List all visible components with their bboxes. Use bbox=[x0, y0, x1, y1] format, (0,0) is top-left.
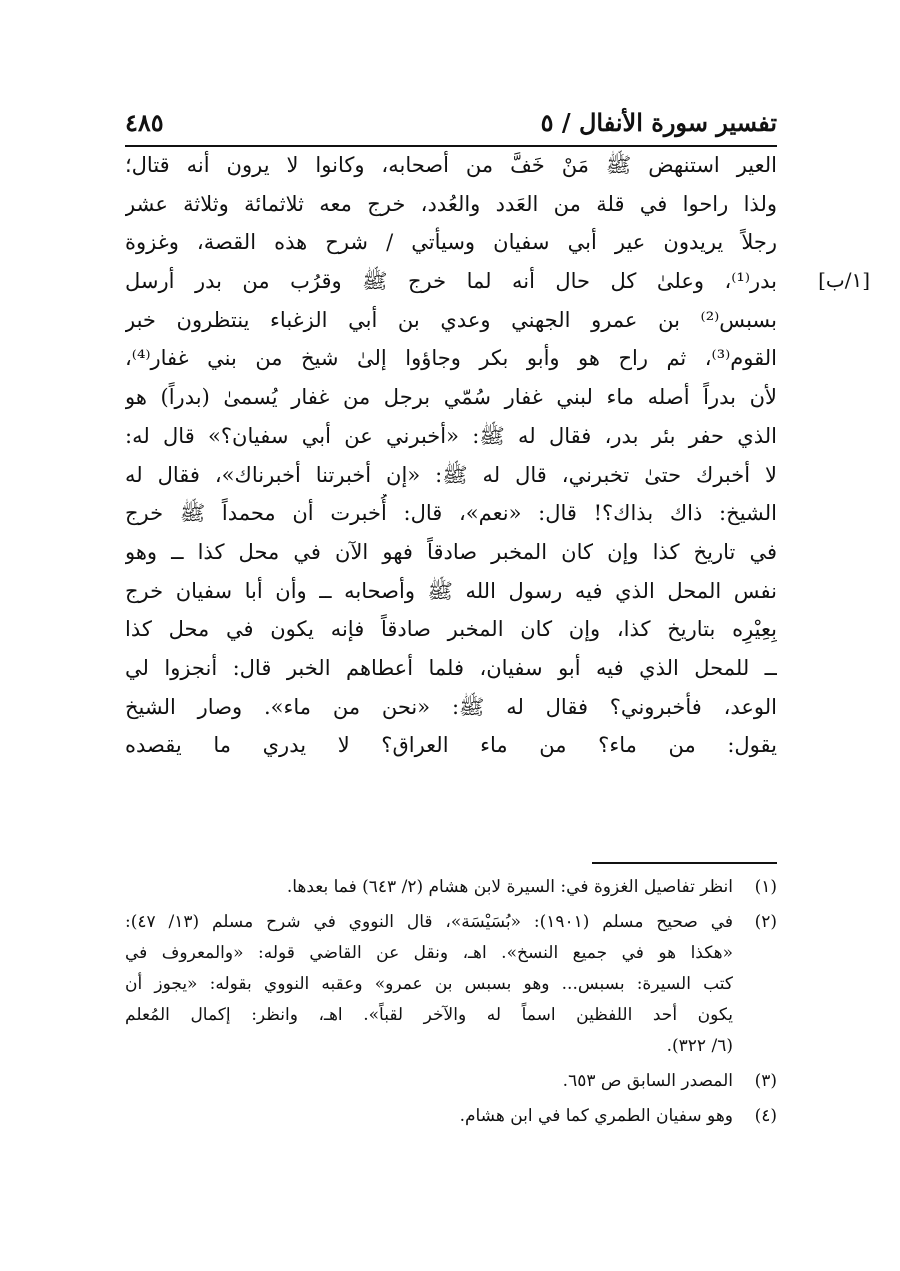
footnote bbox=[125, 907, 777, 1062]
text-line: ــ للمحل الذي فيه أبو سفيان، فلما أعطاهم الخبر قال: أنجزوا لي bbox=[125, 655, 777, 680]
footnote-number: (٤) bbox=[754, 1106, 777, 1126]
footnote-rule bbox=[592, 862, 777, 864]
text-line: الذي حفر بئر بدر، فقال له ﷺ: «أخبرني عن أبي سفيان؟» قال له: bbox=[125, 423, 777, 448]
text-line: بسبس⁽²⁾ بن عمرو الجهني وعدي بن أبي الزغباء ينتظرون خبر bbox=[125, 307, 777, 332]
footnote bbox=[125, 1066, 777, 1097]
footnote-line: كتب السيرة: بسبس... وهو بسبس بن عمرو» وعقبه النووي بقوله: «يجوز أن bbox=[125, 974, 733, 994]
text-line: الشيخ: ذاك بذاك؟! قال: «نعم»، قال: أُخبرت أن محمداً ﷺ خرج bbox=[125, 501, 777, 526]
footnote-line: في صحيح مسلم (١٩٠١): «بُسَيْسَة»، قال النووي في شرح مسلم (١٣/ ٤٧): bbox=[125, 912, 733, 932]
text-line: رجلاً يريدون عير أبي سفيان وسيأتي / شرح هذه القصة، وغزوة bbox=[125, 230, 777, 255]
text-line: في تاريخ كذا وإن كان المخبر صادقاً فهو الآن في محل كذا ــ وهو bbox=[125, 539, 777, 564]
footnote-line: «هكذا هو في جميع النسخ». اهـ، ونقل عن القاضي قوله: «والمعروف في bbox=[125, 943, 733, 963]
footnote-line: انظر تفاصيل الغزوة في: السيرة لابن هشام (٢/ ٦٤٣) فما بعدها. bbox=[286, 877, 733, 897]
footnotes bbox=[125, 872, 777, 1132]
footnote-line: وهو سفيان الطمري كما في ابن هشام. bbox=[459, 1106, 733, 1126]
page-number: ٤٨٥ bbox=[125, 108, 164, 137]
footnote-number: (٢) bbox=[754, 912, 777, 932]
footnote-line: (٦/ ٣٢٢). bbox=[666, 1036, 733, 1056]
margin-note: [١/ب] bbox=[818, 268, 870, 292]
text-line: الوعد، فأخبروني؟ فقال له ﷺ: «نحن من ماء». وصار الشيخ bbox=[125, 694, 777, 719]
text-line: نفس المحل الذي فيه رسول الله ﷺ وأصحابه ــ وأن أبا سفيان خرج bbox=[125, 578, 777, 603]
running-title: تفسير سورة الأنفال / ٥ bbox=[540, 108, 777, 137]
footnote-number: (٣) bbox=[754, 1071, 777, 1091]
footnote bbox=[125, 872, 777, 903]
footnote-line: المصدر السابق ص ٦٥٣. bbox=[562, 1071, 733, 1091]
text-line: لا أخبرك حتىٰ تخبرني، قال له ﷺ: «إن أخبرتنا أخبرناك»، فقال له bbox=[125, 462, 777, 487]
main-text bbox=[125, 146, 777, 765]
text-line: يقول: من ماء؟ من ماء العراق؟ لا يدري ما يقصده bbox=[125, 733, 777, 758]
page-header bbox=[125, 108, 777, 144]
text-line: ولذا راحوا في قلة من العَدد والعُدد، خرج معه ثلاثمائة وثلاثة عشر bbox=[125, 191, 777, 216]
text-line: بِعِيْرِه بتاريخ كذا، وإن كان المخبر صادقاً فإنه يكون في محل كذا bbox=[125, 617, 777, 642]
footnote-number: (١) bbox=[754, 877, 777, 897]
text-line: القوم⁽³⁾، ثم راح هو وأبو بكر وجاؤوا إلىٰ شيخ من بني غفار⁽⁴⁾، bbox=[125, 346, 777, 371]
text-line: بدر⁽¹⁾، وعلىٰ كل حال أنه لما خرج ﷺ وقرُب من بدر أرسل bbox=[125, 269, 777, 294]
footnote bbox=[125, 1101, 777, 1132]
text-line: لأن بدراً أصله ماء لبني غفار سُمّي برجل من غفار يُسمىٰ (بدراً) هو bbox=[125, 385, 777, 410]
text-line: العير استنهض ﷺ مَنْ خَفَّ من أصحابه، وكانوا لا يرون أنه قتال؛ bbox=[125, 153, 777, 177]
footnote-line: يكون أحد اللفظين اسماً له والآخر لقباً». اهـ، وانظر: إكمال المُعلم bbox=[125, 1005, 733, 1025]
